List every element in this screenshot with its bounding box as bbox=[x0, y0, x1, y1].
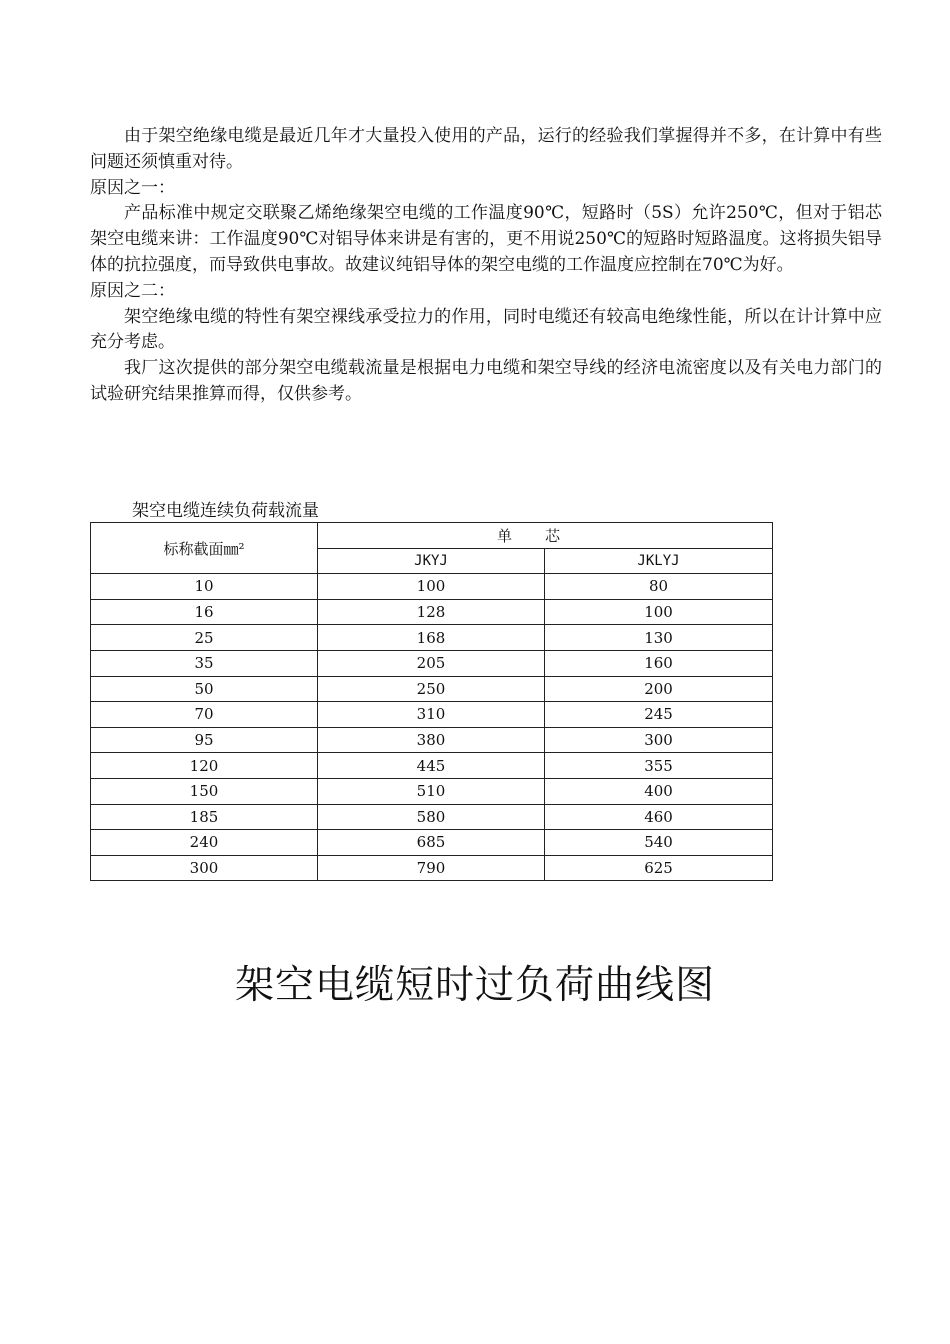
cell-jkyj: 168 bbox=[318, 625, 545, 651]
cell-jkyj: 790 bbox=[318, 855, 545, 881]
cell-section: 35 bbox=[91, 650, 318, 676]
jklyj-column-header: JKLYJ bbox=[545, 548, 773, 574]
cell-section: 70 bbox=[91, 702, 318, 728]
table-row bbox=[91, 804, 773, 830]
cell-jklyj: 540 bbox=[545, 830, 773, 856]
cell-jkyj: 128 bbox=[318, 599, 545, 625]
overload-curve-title: 架空电缆短时过负荷曲线图 bbox=[234, 963, 715, 1008]
reason-one-heading: 原因之一： bbox=[90, 177, 175, 198]
cell-jkyj: 580 bbox=[318, 804, 545, 830]
table-row bbox=[91, 778, 773, 804]
table-row bbox=[91, 599, 773, 625]
cell-jkyj: 310 bbox=[318, 702, 545, 728]
cell-jklyj: 400 bbox=[545, 778, 773, 804]
cell-jklyj: 300 bbox=[545, 727, 773, 753]
cell-section: 240 bbox=[91, 830, 318, 856]
table-row bbox=[91, 676, 773, 702]
cell-section: 25 bbox=[91, 625, 318, 651]
reason-two-heading: 原因之二： bbox=[90, 280, 175, 301]
cell-section: 185 bbox=[91, 804, 318, 830]
cell-section: 50 bbox=[91, 676, 318, 702]
cell-jkyj: 510 bbox=[318, 778, 545, 804]
cell-jklyj: 245 bbox=[545, 702, 773, 728]
paragraph-reason-one: 产品标准中规定交联聚乙烯绝缘架空电缆的工作温度90℃，短路时（5S）允许250℃，但对于铝芯架空电缆来讲：工作温度90℃对铝导体来讲是有害的，更不用说250℃的短路时短路温度。这将损失铝导体的抗拉强度，而导致供电事故。故建议纯铝导体的架空电缆的工作温度应控制在70℃为好。 bbox=[90, 203, 882, 275]
cell-jklyj: 625 bbox=[545, 855, 773, 881]
cell-jkyj: 205 bbox=[318, 650, 545, 676]
cell-jklyj: 460 bbox=[545, 804, 773, 830]
cell-section: 150 bbox=[91, 778, 318, 804]
cell-jklyj: 355 bbox=[545, 753, 773, 779]
cell-jkyj: 445 bbox=[318, 753, 545, 779]
cell-section: 10 bbox=[91, 574, 318, 600]
cell-jklyj: 160 bbox=[545, 650, 773, 676]
cell-section: 95 bbox=[91, 727, 318, 753]
body-text bbox=[90, 124, 882, 408]
table-row bbox=[91, 727, 773, 753]
cell-jklyj: 100 bbox=[545, 599, 773, 625]
table-row bbox=[91, 650, 773, 676]
jkyj-column-header: JKYJ bbox=[318, 548, 545, 574]
cell-jklyj: 80 bbox=[545, 574, 773, 600]
single-core-group-header: 单芯 bbox=[318, 523, 773, 549]
paragraph-disclaimer: 我厂这次提供的部分架空电缆载流量是根据电力电缆和架空导线的经济电流密度以及有关电力部门的试验研究结果推算而得，仅供参考。 bbox=[90, 358, 882, 404]
cell-jkyj: 685 bbox=[318, 830, 545, 856]
ampacity-table bbox=[90, 522, 773, 881]
cell-section: 300 bbox=[91, 855, 318, 881]
table-row bbox=[91, 753, 773, 779]
section-column-header: 标称截面㎜² bbox=[91, 523, 318, 574]
table-row bbox=[91, 702, 773, 728]
cell-jkyj: 100 bbox=[318, 574, 545, 600]
cell-section: 120 bbox=[91, 753, 318, 779]
table-header-row bbox=[91, 523, 773, 549]
table-row bbox=[91, 625, 773, 651]
cell-jklyj: 130 bbox=[545, 625, 773, 651]
cell-section: 16 bbox=[91, 599, 318, 625]
table-row bbox=[91, 574, 773, 600]
table-body bbox=[91, 574, 773, 881]
paragraph-reason-two: 架空绝缘电缆的特性有架空裸线承受拉力的作用，同时电缆还有较高电绝缘性能，所以在计计算中应充分考虑。 bbox=[90, 306, 882, 353]
cell-jkyj: 250 bbox=[318, 676, 545, 702]
table-row bbox=[91, 855, 773, 881]
table-caption: 架空电缆连续负荷载流量 bbox=[132, 501, 319, 521]
cell-jklyj: 200 bbox=[545, 676, 773, 702]
cell-jkyj: 380 bbox=[318, 727, 545, 753]
paragraph-intro: 由于架空绝缘电缆是最近几年才大量投入使用的产品，运行的经验我们掌握得并不多，在计算中有些问题还须慎重对待。 bbox=[90, 126, 882, 172]
table-row bbox=[91, 830, 773, 856]
